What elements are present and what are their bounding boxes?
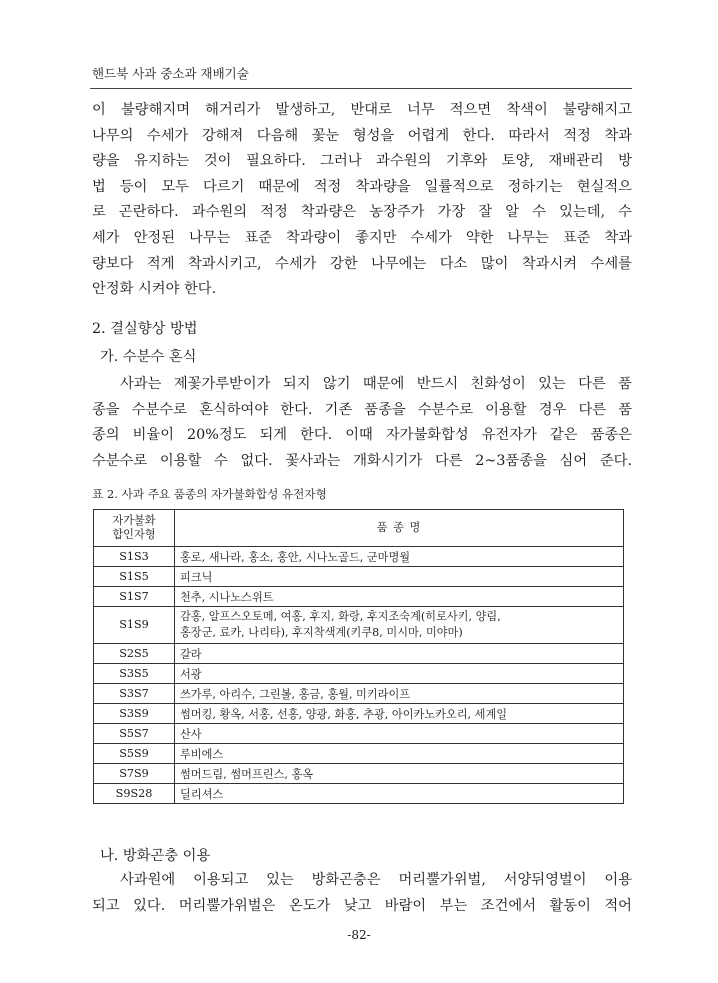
cultivar-names-cell: 썸머킹, 황옥, 서홍, 선홍, 양광, 화홍, 추광, 아이카노카오리, 세계일 bbox=[175, 704, 624, 724]
column-header-genotype bbox=[94, 510, 175, 547]
genotype-cell: S3S9 bbox=[94, 704, 175, 724]
cultivar-names-cell: 천추, 시나노스위트 bbox=[175, 587, 624, 607]
paragraph-line: 종의 비율이 20%정도 되게 한다. 이때 자가불화합성 유전자가 같은 품종은 bbox=[92, 427, 632, 444]
table-row bbox=[94, 744, 624, 764]
genotype-cell: S5S7 bbox=[94, 724, 175, 744]
paragraph-line: 로 곤란하다. 과수원의 적정 착과량은 농장주가 가장 잘 알 수 있는데, 수 bbox=[92, 204, 632, 221]
cultivar-names-cell: 갈라 bbox=[175, 644, 624, 664]
table-row bbox=[94, 567, 624, 587]
cultivar-names-cell: 피크닉 bbox=[175, 567, 624, 587]
genotype-cell: S3S7 bbox=[94, 684, 175, 704]
running-header: 핸드북 사과 중소과 재배기술 bbox=[92, 66, 249, 81]
cultivar-names-cell: 쓰가루, 아리수, 그린볼, 홍금, 홍월, 미키라이프 bbox=[175, 684, 624, 704]
paragraph-line: 종을 수분수로 혼식하여야 한다. 기존 품종을 수분수로 이용할 경우 다른 품 bbox=[92, 401, 632, 418]
genotype-cell: S9S28 bbox=[94, 784, 175, 804]
subsection-heading-ga: 가. 수분수 혼식 bbox=[100, 349, 197, 365]
genotype-cell: S2S5 bbox=[94, 644, 175, 664]
table-row bbox=[94, 684, 624, 704]
paragraph-line: 량을 유지하는 것이 필요하다. 그러나 과수원의 기후와 토양, 재배관리 방 bbox=[92, 153, 632, 170]
paragraph-line: 법 등이 모두 다르기 때문에 적정 착과량을 일률적으로 정하기는 현실적으 bbox=[92, 178, 632, 195]
paragraph-line: 사과는 제꽃가루받이가 되지 않기 때문에 반드시 친화성이 있는 다른 품 bbox=[120, 376, 632, 392]
table-row bbox=[94, 664, 624, 684]
table-caption: 표 2. 사과 주요 품종의 자가불화합성 유전자형 bbox=[92, 487, 327, 501]
cultivar-names-cell: 감홍, 알프스오토메, 여홍, 후지, 화랑, 후지조숙계(히로사키, 양림, 홍장군, 료카, 나리타), 후지착색계(키쿠8, 미시마, 미야마) bbox=[175, 607, 624, 644]
table-row bbox=[94, 704, 624, 724]
genotype-cell: S7S9 bbox=[94, 764, 175, 784]
table-header-row bbox=[94, 510, 624, 547]
paragraph-line: 사과원에 이용되고 있는 방화곤충은 머리뿔가위벌, 서양뒤영벌이 이용 bbox=[120, 872, 632, 888]
table-row bbox=[94, 644, 624, 664]
table-row bbox=[94, 764, 624, 784]
section-heading: 2. 결실향상 방법 bbox=[92, 321, 198, 337]
paragraph-line: 세가 안정된 나무는 표준 착과량이 좋지만 수세가 약한 나무는 표준 착과 bbox=[92, 229, 632, 246]
genotype-cell: S1S5 bbox=[94, 567, 175, 587]
page-number: -82- bbox=[347, 928, 371, 942]
header-genotype-line: 자가불화 합인자형 bbox=[112, 514, 156, 541]
incompatibility-table bbox=[93, 509, 624, 804]
cultivar-names-cell: 딜리셔스 bbox=[175, 784, 624, 804]
table-row bbox=[94, 547, 624, 567]
paragraph-fruit-load bbox=[92, 98, 632, 303]
paragraph-line: 이 불량해지며 해거리가 발생하고, 반대로 너무 적으면 착색이 불량해지고 bbox=[92, 102, 632, 118]
table-row bbox=[94, 724, 624, 744]
paragraph-pollinating-insects bbox=[92, 868, 632, 919]
genotype-cell: S5S9 bbox=[94, 744, 175, 764]
header-divider bbox=[90, 88, 632, 89]
cultivar-names-cell: 썸머드림, 썸머프린스, 홍옥 bbox=[175, 764, 624, 784]
paragraph-pollinizer bbox=[92, 372, 632, 474]
cultivar-names-cell: 홍로, 새나라, 홍소, 홍안, 시나노골드, 군마명월 bbox=[175, 547, 624, 567]
column-header-cultivars: 품 종 명 bbox=[175, 510, 624, 547]
paragraph-line: 되고 있다. 머리뿔가위벌은 온도가 낮고 바람이 부는 조건에서 활동이 적어 bbox=[92, 897, 632, 914]
table-row bbox=[94, 784, 624, 804]
paragraph-line: 수분수로 이용할 수 없다. 꽃사과는 개화시기가 다른 2~3품종을 심어 준다. bbox=[92, 452, 632, 469]
cultivar-names-cell: 서광 bbox=[175, 664, 624, 684]
paragraph-line: 안정화 시켜야 한다. bbox=[92, 281, 217, 298]
paragraph-line: 량보다 적게 착과시키고, 수세가 강한 나무에는 다소 많이 착과시켜 수세를 bbox=[92, 255, 632, 272]
cultivar-names-cell: 산사 bbox=[175, 724, 624, 744]
genotype-cell: S1S3 bbox=[94, 547, 175, 567]
genotype-cell: S1S9 bbox=[94, 607, 175, 644]
genotype-cell: S3S5 bbox=[94, 664, 175, 684]
cultivar-names-cell: 루비에스 bbox=[175, 744, 624, 764]
subsection-heading-na: 나. 방화곤충 이용 bbox=[100, 848, 211, 864]
table-row bbox=[94, 607, 624, 644]
table-row bbox=[94, 587, 624, 607]
paragraph-line: 나무의 수세가 강해져 다음해 꽃눈 형성을 어렵게 한다. 따라서 적정 착과 bbox=[92, 127, 632, 144]
genotype-cell: S1S7 bbox=[94, 587, 175, 607]
